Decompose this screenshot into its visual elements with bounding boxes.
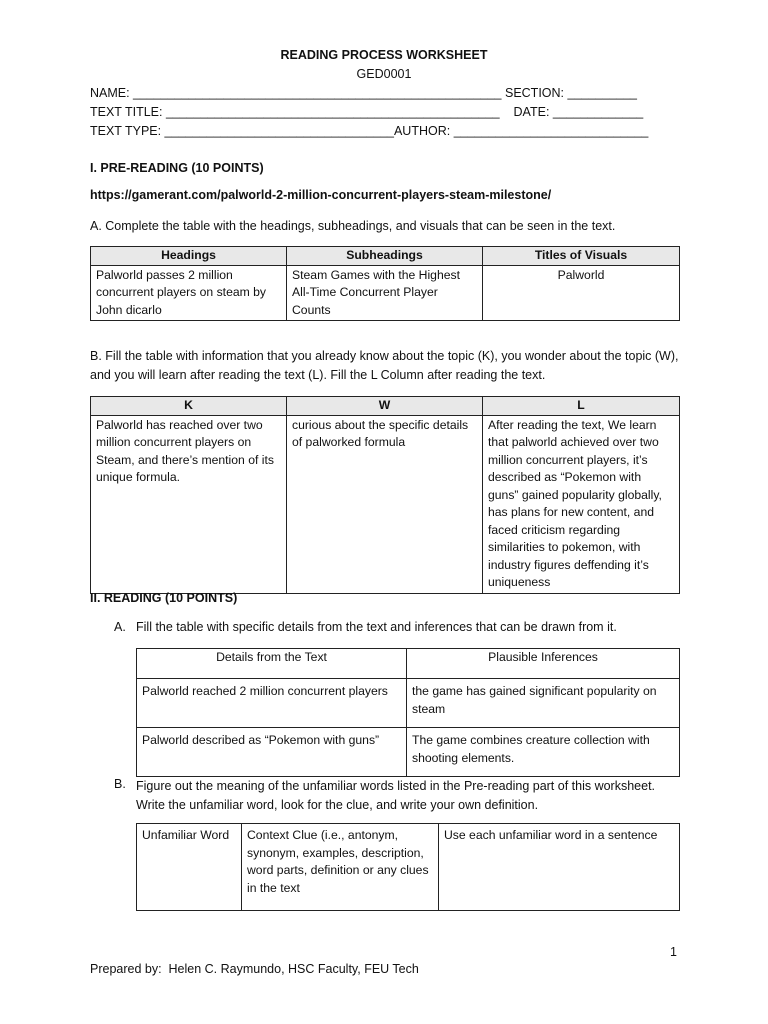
name-section-line: NAME: _____________________________________________________ SECTION: __________ — [90, 86, 638, 100]
table-cell[interactable]: Palworld reached 2 million concurrent players — [137, 679, 407, 728]
table-cell[interactable]: After reading the text, We learn that palworld achieved over two million concurrent players, it’s described as “Pokemon with guns” gained popularity globally, has plans for new content, and faced criticism regarding similarities to pokemon, with industry figures deffending it’s uniqueness — [483, 415, 680, 593]
visuals-column-header: Titles of Visuals — [483, 247, 680, 266]
worksheet-title: READING PROCESS WORKSHEET — [280, 48, 488, 62]
details-inferences-table — [136, 648, 680, 777]
table-cell[interactable]: The game combines creature collection with shooting elements. — [407, 728, 680, 777]
table-cell[interactable]: Palworld passes 2 million concurrent players on steam by John dicarlo — [91, 265, 287, 321]
l-column-header: L — [483, 397, 680, 416]
vocabulary-table — [136, 823, 680, 911]
instruction-a: A. Complete the table with the headings, subheadings, and visuals that can be seen in the text. — [90, 219, 616, 233]
course-code: GED0001 — [356, 67, 412, 81]
table-cell[interactable]: Palworld has reached over two million concurrent players on Steam, and there’s mention of its unique formula. — [91, 415, 287, 593]
text-title-date-line: TEXT TITLE: ________________________________________________ DATE: _____________ — [90, 105, 644, 119]
table-cell[interactable]: Palworld — [483, 265, 680, 321]
sentence-header: Use each unfamiliar word in a sentence — [439, 824, 680, 911]
reading-heading: II. READING (10 POINTS) — [90, 591, 238, 605]
prepared-by: Prepared by: Helen C. Raymundo, HSC Faculty, FEU Tech — [90, 962, 419, 976]
k-column-header: K — [91, 397, 287, 416]
table-cell[interactable]: Palworld described as “Pokemon with guns” — [137, 728, 407, 777]
item-b-marker: B. — [114, 777, 126, 791]
kwl-table — [90, 396, 680, 594]
article-url[interactable]: https://gamerant.com/palworld-2-million-concurrent-players-steam-milestone/ — [90, 188, 552, 202]
headings-column-header: Headings — [91, 247, 287, 266]
item-a-marker: A. — [114, 620, 126, 634]
item-a-instruction: Fill the table with specific details from the text and inferences that can be drawn from it. — [136, 620, 617, 634]
text-type-author-line: TEXT TYPE: _________________________________AUTHOR: ____________________________ — [90, 124, 649, 138]
table-cell[interactable]: curious about the specific details of palworked formula — [287, 415, 483, 593]
table-row — [91, 415, 680, 593]
details-column-header: Details from the Text — [137, 649, 407, 679]
item-b-instruction: Figure out the meaning of the unfamiliar words listed in the Pre-reading part of this worksheet. Write the unfamiliar word, look for the clue, and write your own definition. — [136, 779, 656, 812]
subheadings-column-header: Subheadings — [287, 247, 483, 266]
context-clue-header: Context Clue (i.e., antonym, synonym, examples, description, word parts, definition or any clues in the text — [242, 824, 439, 911]
table-cell[interactable]: the game has gained significant popularity on steam — [407, 679, 680, 728]
table-row — [91, 265, 680, 321]
unfamiliar-word-header: Unfamiliar Word — [137, 824, 242, 911]
w-column-header: W — [287, 397, 483, 416]
table-cell[interactable]: Steam Games with the Highest All-Time Concurrent Player Counts — [287, 265, 483, 321]
table-row — [137, 679, 680, 728]
headings-table — [90, 246, 680, 321]
instruction-b: B. Fill the table with information that you already know about the topic (K), you wonder about the topic (W), and you will learn after reading the text (L). Fill the L Column after reading the text. — [90, 349, 679, 382]
pre-reading-heading: I. PRE-READING (10 POINTS) — [90, 161, 264, 175]
inferences-column-header: Plausible Inferences — [407, 649, 680, 679]
page-number: 1 — [670, 945, 677, 959]
table-row — [137, 824, 680, 911]
table-row — [137, 728, 680, 777]
